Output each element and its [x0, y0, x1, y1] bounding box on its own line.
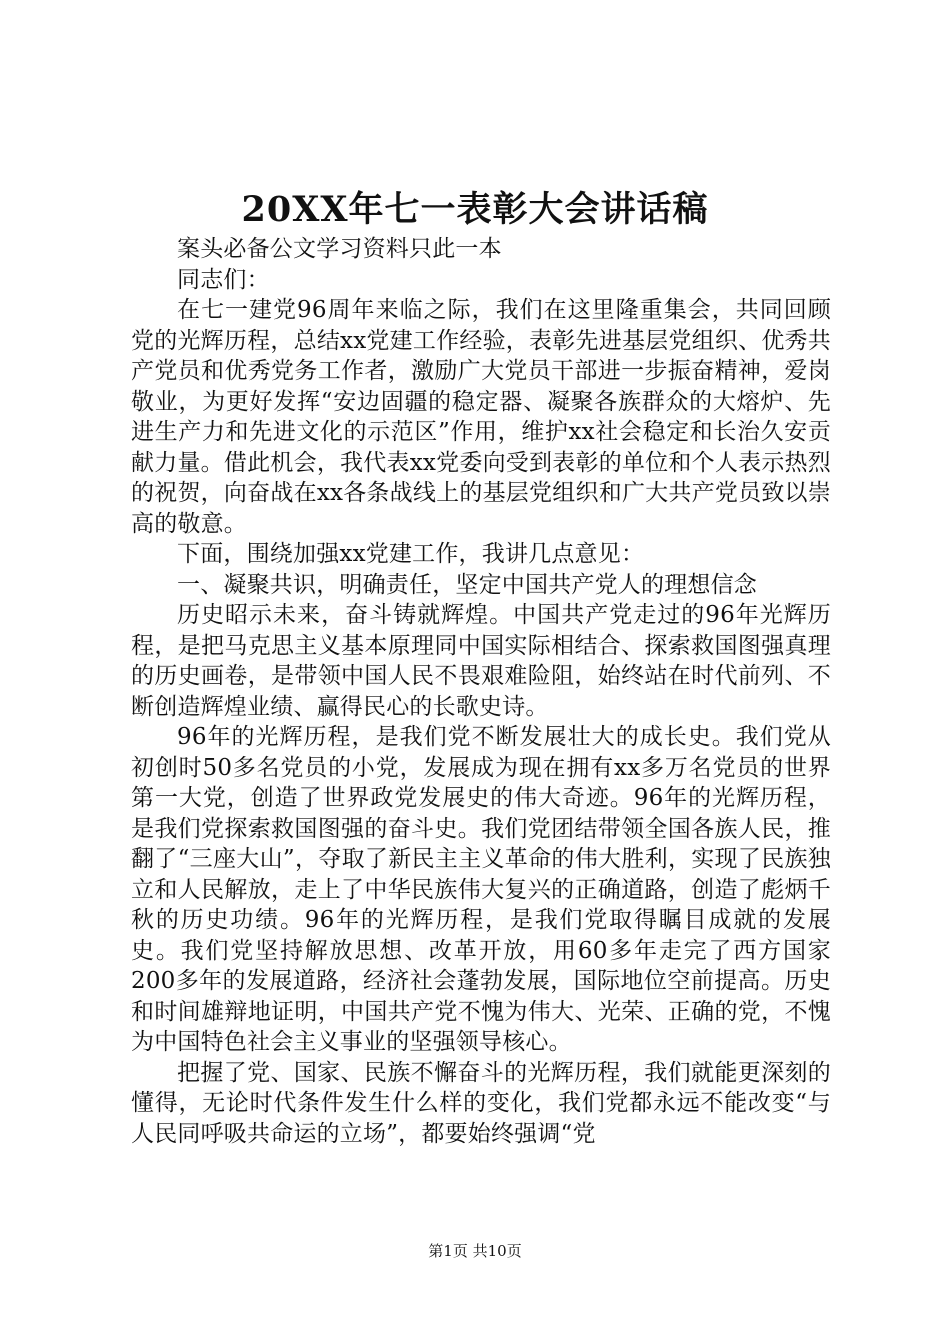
- paragraph-grasp: 把握了党、国家、民族不懈奋斗的光辉历程，我们就能更深刻的懂得，无论时代条件发生什么样的变化，我们党都永远不能改变“与人民同呼吸共命运的立场”，都要始终强调“党: [131, 1059, 831, 1147]
- salutation: 同志们：: [177, 266, 270, 293]
- section-heading-1: 一、凝聚共识，明确责任，坚定中国共产党人的理想信念: [177, 571, 757, 598]
- subtitle-line: 案头必备公文学习资料只此一本: [177, 236, 502, 262]
- paragraph-intro: 在七一建党96周年来临之际，我们在这里隆重集会，共同回顾党的光辉历程，总结xx党建工作经验，表彰先进基层党组织、优秀共产党员和优秀党务工作者，激励广大党员干部进一步振奋精神，爱岗敬业，为更好发挥“安边固疆的稳定器、凝聚各族群众的大熔炉、先进生产力和先进文化的示范区”作用，维护xx社会稳定和长治久安贡献力量。借此机会，我代表xx党委向受到表彰的单位和个人表示热烈的祝贺，向奋战在xx各条战线上的基层党组织和广大共产党员致以崇高的敬意。: [131, 297, 831, 537]
- document-body: [131, 234, 831, 1149]
- document-title: 20XX年七一表彰大会讲话稿: [241, 189, 709, 230]
- paragraph-transition: 下面，围绕加强xx党建工作，我讲几点意见：: [177, 541, 645, 567]
- page-footer: 第1页 共10页: [428, 1242, 522, 1260]
- paragraph-96-years: 96年的光辉历程，是我们党不断发展壮大的成长史。我们党从初创时50多名党员的小党，发展成为现在拥有xx多万名党员的世界第一大党，创造了世界政党发展史的伟大奇迹。96年的光辉历程，是我们党探索救国图强的奋斗史。我们党团结带领全国各族人民，推翻了“三座大山”，夺取了新民主主义革命的伟大胜利，实现了民族独立和人民解放，走上了中华民族伟大复兴的正确道路，创造了彪炳千秋的历史功绩。96年的光辉历程，是我们党取得瞩目成就的发展史。我们党坚持解放思想、改革开放，用60多年走完了西方国家200多年的发展道路，经济社会蓬勃发展，国际地位空前提高。历史和时间雄辩地证明，中国共产党不愧为伟大、光荣、正确的党，不愧为中国特色社会主义事业的坚强领导核心。: [131, 724, 831, 1055]
- paragraph-history: 历史昭示未来，奋斗铸就辉煌。中国共产党走过的96年光辉历程，是把马克思主义基本原理同中国实际相结合、探索救国图强真理的历史画卷，是带领中国人民不畏艰难险阻，始终站在时代前列、不断创造辉煌业绩、赢得民心的长歌史诗。: [131, 602, 831, 720]
